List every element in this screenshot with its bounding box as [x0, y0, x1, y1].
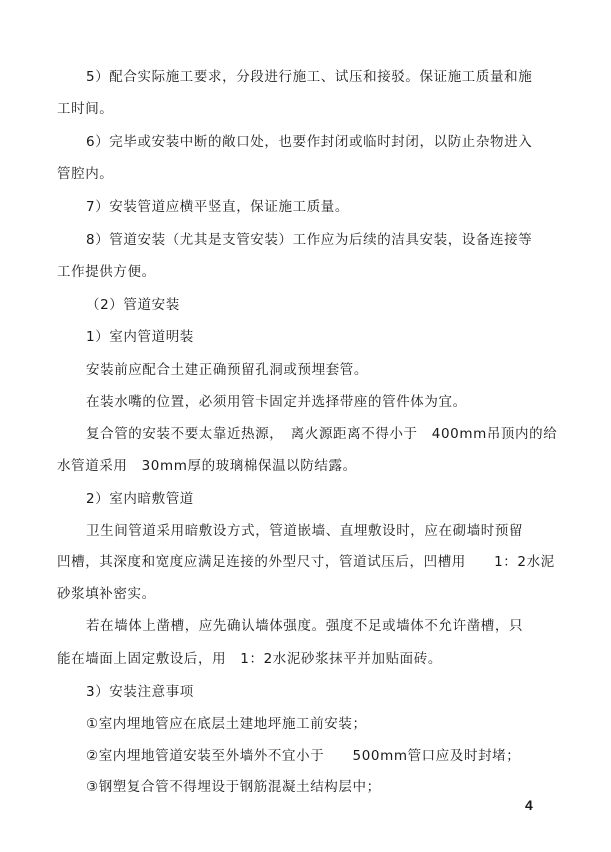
line-18: 若在墙体上凿槽，应先确认墙体强度。强度不足或墙体不允许凿槽，只 [86, 618, 524, 634]
line-3: 6）完毕或安装中断的敞口处，也要作封闭或临时封闭，以防止杂物进入 [86, 134, 533, 150]
page-number: 4 [525, 797, 533, 813]
line-1: 5）配合实际施工要求，分段进行施工、试压和接驳。保证施工质量和施 [86, 69, 533, 85]
line-15: 卫生间管道采用暗敷设方式，管道嵌墙、直埋敷设时，应在砌墙时预留 [86, 523, 524, 539]
line-17: 砂浆填补密实。 [57, 586, 156, 602]
line-22: ②室内埋地管道安装至外墙外不宜小于 500mm管口应及时封堵； [86, 748, 521, 764]
line-5: 7）安装管道应横平竖直，保证施工质量。 [86, 199, 349, 215]
line-2: 工时间。 [57, 101, 114, 117]
line-20: 3）安装注意事项 [86, 684, 194, 700]
line-11: 在装水嘴的位置，必须用管卡固定并选择带座的管件体为宜。 [86, 394, 467, 410]
line-9: 1）室内管道明装 [86, 329, 194, 345]
line-12: 复合管的安装不要太靠近热源， 离火源距离不得小于 400mm吊顶内的给 [86, 426, 558, 442]
line-14: 2）室内暗敷管道 [86, 491, 194, 507]
line-4: 管腔内。 [57, 166, 114, 182]
line-7: 工作提供方便。 [57, 264, 156, 280]
line-19: 能在墙面上固定敷设后，用 1：2水泥砂浆抹平并加贴面砖。 [57, 651, 442, 667]
line-8: （2）管道安装 [86, 297, 180, 313]
line-13: 水管道采用 30mm厚的玻璃棉保温以防结露。 [57, 458, 357, 474]
line-23: ③钢塑复合管不得埋设于钢筋混凝土结构层中； [86, 779, 381, 795]
line-10: 安装前应配合土建正确预留孔洞或预埋套管。 [86, 362, 368, 378]
line-16: 凹槽，其深度和宽度应满足连接的外型尺寸，管道试压后，凹槽用 1：2水泥 [57, 554, 555, 570]
line-6: 8）管道安装（尤其是支管安装）工作应为后续的洁具安装，设备连接等 [86, 232, 533, 248]
line-21: ①室内埋地管应在底层土建地坪施工前安装； [86, 716, 367, 732]
